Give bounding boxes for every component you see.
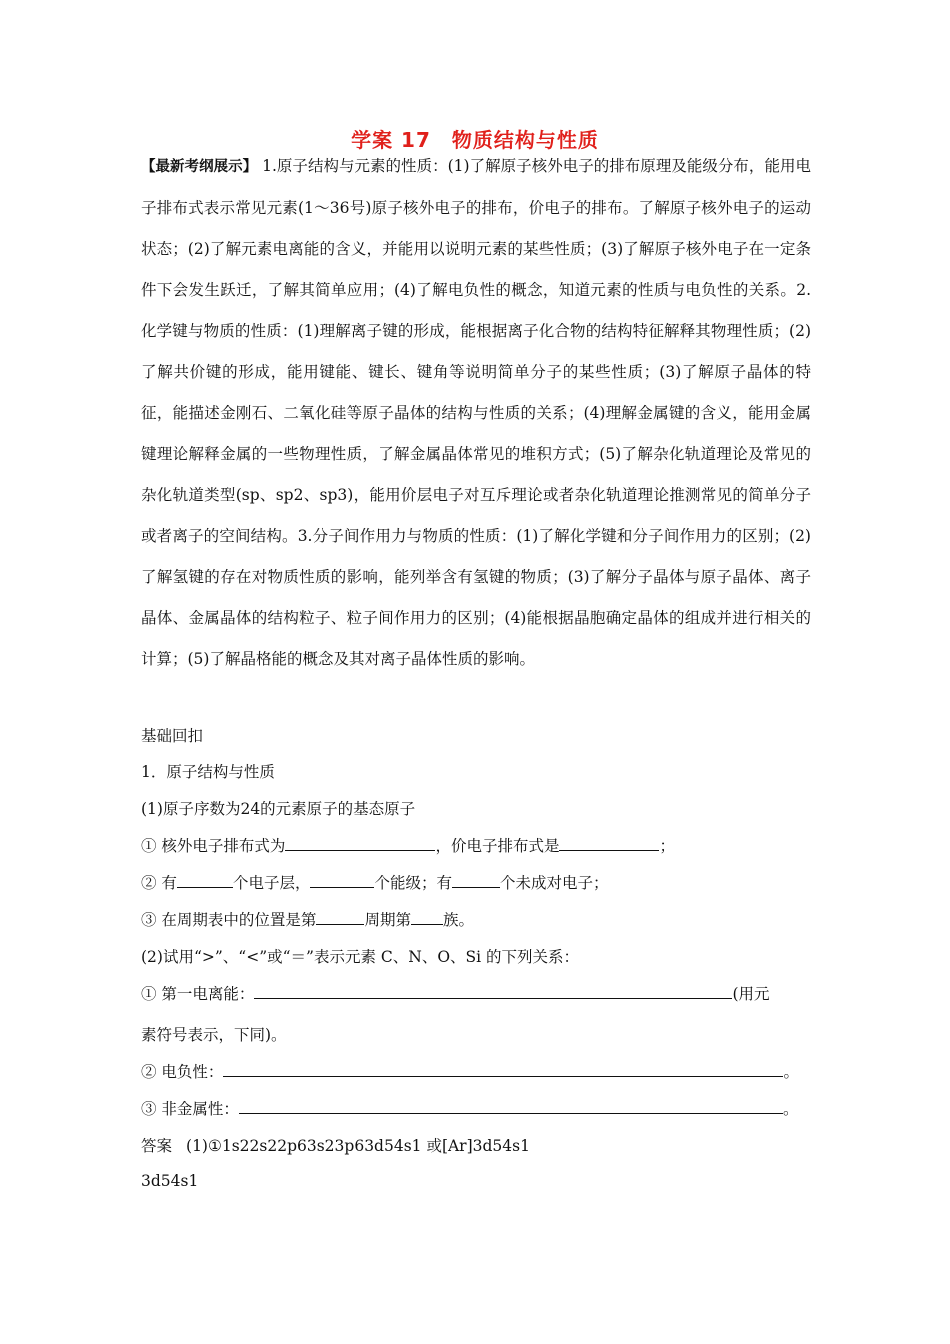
question-1c — [141, 908, 474, 930]
question-2a-continued: 素符号表示，下同)。 — [141, 1026, 287, 1044]
answer-blank-shells[interactable] — [177, 871, 233, 888]
q1c-text-3: 族。 — [442, 911, 474, 929]
q1b-text-3: 个能级；有 — [374, 874, 452, 892]
answer-blank-electronegativity[interactable] — [223, 1060, 783, 1077]
exam-outline-paragraph — [141, 146, 811, 680]
q1c-text-2: 周期第 — [364, 911, 411, 929]
answer-blank-period[interactable] — [316, 908, 364, 925]
q1b-text-1: ② 有 — [141, 874, 177, 892]
question-2c — [141, 1097, 798, 1119]
q2a-end: (用元 — [732, 985, 770, 1003]
q2b-prefix: ② 电负性： — [141, 1063, 224, 1081]
answer-blank-sublevels[interactable] — [310, 871, 374, 888]
answer-text: (1)①1s22s22p63s23p63d54s1 或[Ar]3d54s1 — [186, 1137, 530, 1155]
q1b-text-2: 个电子层， — [232, 874, 311, 892]
answer-line — [141, 1134, 530, 1156]
q2a-prefix: ① 第一电离能： — [141, 985, 255, 1003]
answer-blank-unpaired[interactable] — [452, 871, 500, 888]
answer-line-2: 3d54s1 — [141, 1172, 199, 1190]
section-heading: 基础回扣 — [141, 727, 204, 745]
answer-blank-valence-config[interactable] — [559, 834, 659, 851]
q1a-mid: ，价电子排布式是 — [435, 837, 560, 855]
outline-text: 1.原子结构与元素的性质：(1)了解原子核外电子的排布原理及能级分布，能用电子排布式表示常见元素(1～36号)原子核外电子的排布，价电子的排布。了解原子核外电子的运动状态；(2)了解元素电离能的含义，并能用以说明元素的某些性质；(3)了解原子核外电子在一定条件下会发生跃迁，了解其简单应用；(4)了解电负性的概念，知道元素的性质与电负性的关系。2.化学键与物质的性质：(1)理解离子键的形成，能根据离子化合物的结构特征解释其物理性质；(2)了解共价键的形成，能用键能、键长、键角等说明简单分子的某些性质；(3)了解原子晶体的特征，能描述金刚石、二氧化硅等原子晶体的结构与性质的关系；(4)理解金属键的含义，能用金属键理论解释金属的一些物理性质，了解金属晶体常见的堆积方式；(5)了解杂化轨道理论及常见的杂化轨道类型(sp、sp2、sp3)，能用价层电子对互斥理论或者杂化轨道理论推测常见的简单分子或者离子的空间结构。3.分子间作用力与物质的性质：(1)了解化学键和分子间作用力的区别；(2)了解氢键的存在对物质性质的影响，能列举含有氢键的物质；(3)了解分子晶体与原子晶体、离子晶体、金属晶体的结构粒子、粒子间作用力的区别；(4)能根据晶胞确定晶体的组成并进行相关的计算；(5)了解晶格能的概念及其对离子晶体性质的影响。 — [141, 157, 811, 668]
q2b-end: 。 — [783, 1063, 799, 1081]
question-1a — [141, 834, 675, 856]
q2c-prefix: ③ 非金属性： — [141, 1100, 239, 1118]
q1c-text-1: ③ 在周期表中的位置是第 — [141, 911, 317, 929]
question-1b — [141, 871, 608, 893]
outline-tag: 【最新考纲展示】 — [141, 159, 258, 175]
answer-blank-nonmetallic[interactable] — [239, 1097, 783, 1114]
question-1-part-1: (1)原子序数为24的元素原子的基态原子 — [141, 800, 416, 818]
q1b-text-4: 个未成对电子； — [499, 874, 609, 892]
page-title: 学案 17 物质结构与性质 — [351, 128, 599, 152]
answer-blank-ionization-energy[interactable] — [254, 982, 732, 999]
q1a-prefix: ① 核外电子排布式为 — [141, 837, 286, 855]
answer-label: 答案 — [141, 1137, 173, 1155]
answer-blank-group[interactable] — [411, 908, 443, 925]
question-1-part-2: (2)试用“>”、“<”或“＝”表示元素 C、N、O、Si 的下列关系： — [141, 948, 580, 966]
question-1-heading: 1．原子结构与性质 — [141, 763, 275, 781]
q2c-end: 。 — [782, 1100, 799, 1118]
answer-blank-electron-config[interactable] — [285, 834, 435, 851]
question-2a — [141, 982, 770, 1004]
question-2b — [141, 1060, 799, 1082]
q1a-end: ； — [659, 837, 675, 855]
